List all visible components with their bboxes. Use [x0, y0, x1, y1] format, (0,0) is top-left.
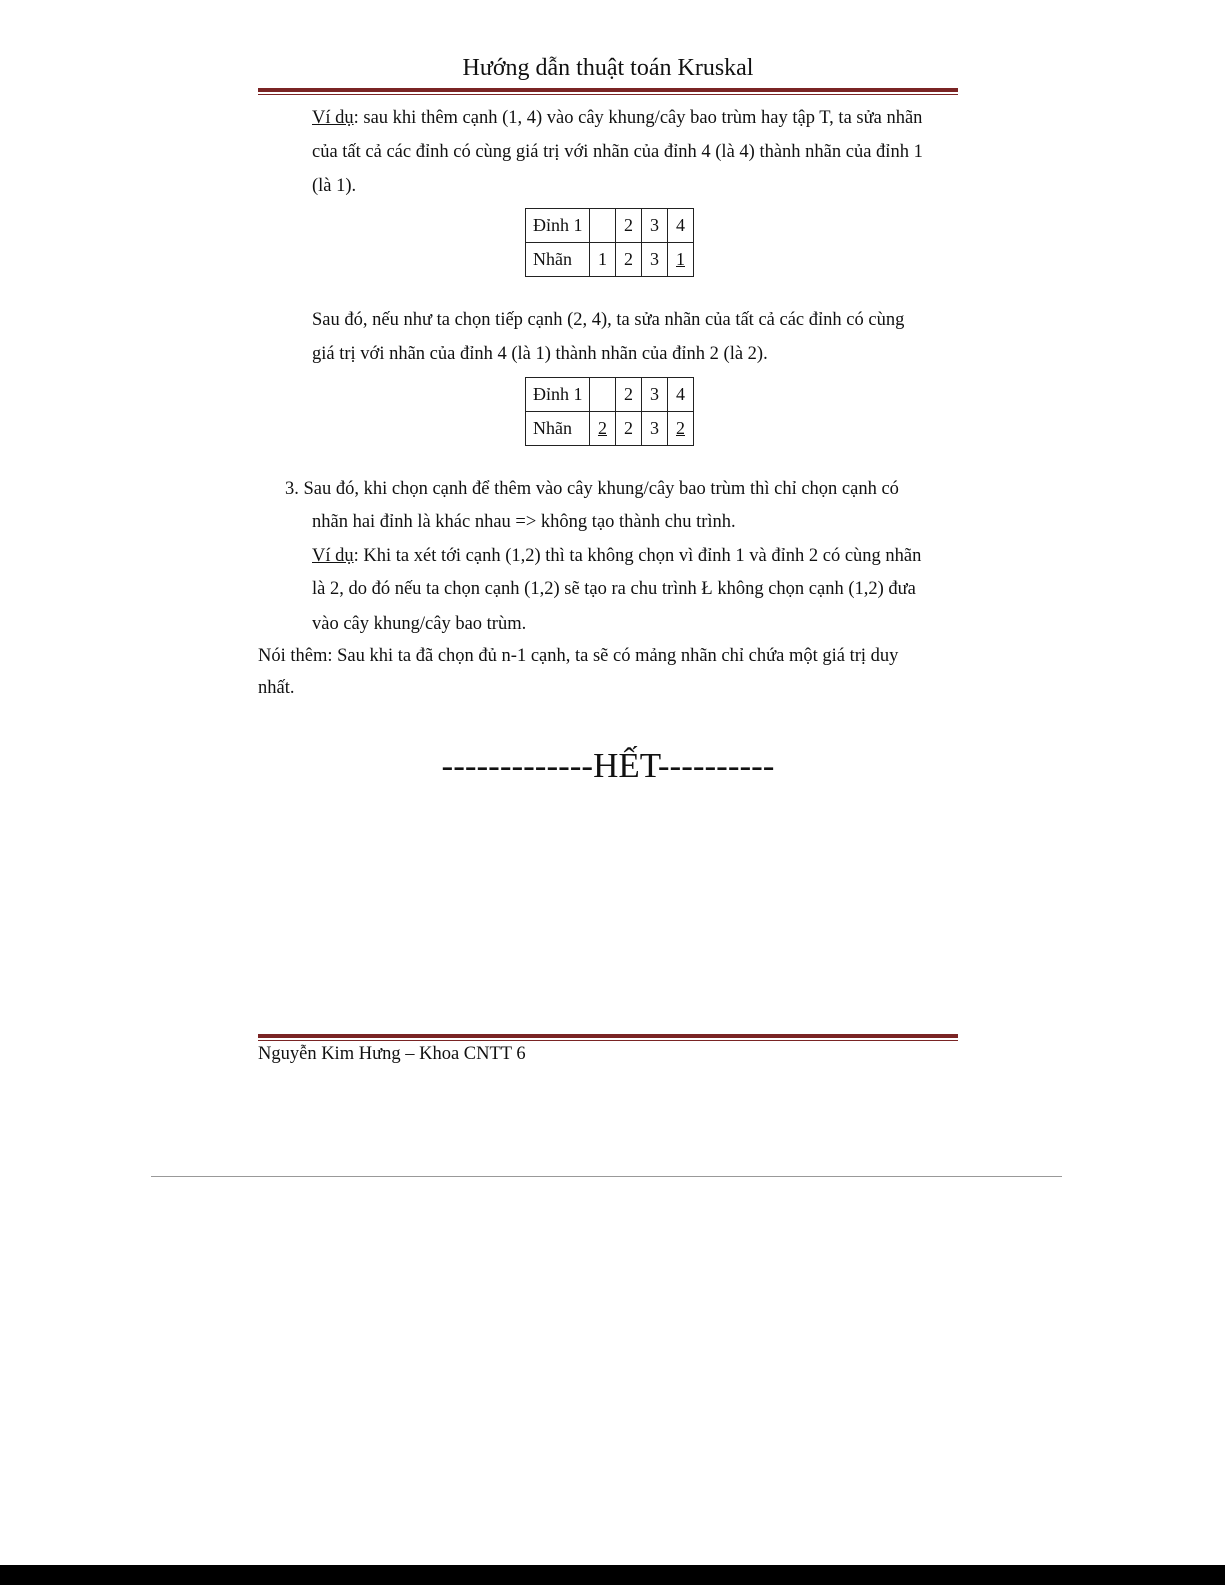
table-row [526, 243, 694, 277]
bottom-bar [0, 1565, 1225, 1585]
table-cell [590, 378, 616, 412]
example1-line1-text: : sau khi thêm cạnh (1, 4) vào cây khung/cây bao trùm hay tập T, ta sửa nhãn [353, 108, 923, 128]
table-cell: Đỉnh 1 [526, 209, 590, 243]
table-cell: 3 [642, 412, 668, 446]
item3-example-line1 [312, 540, 921, 574]
table-row [526, 378, 694, 412]
table-cell: 2 [616, 378, 642, 412]
example-label: Ví dụ [312, 546, 354, 566]
document-header-title: Hướng dẫn thuật toán Kruskal [462, 55, 754, 81]
item3-line1: 3. Sau đó, khi chọn cạnh để thêm vào cây khung/cây bao trùm thì chỉ chọn cạnh có [285, 479, 899, 499]
para2-line1: Sau đó, nếu như ta chọn tiếp cạnh (2, 4), ta sửa nhãn của tất cả các đỉnh có cùng [312, 310, 905, 330]
table-cell: 3 [642, 243, 668, 277]
header-rule [258, 88, 958, 95]
label-table-2 [525, 377, 694, 446]
label-table-1 [525, 208, 694, 277]
table-cell: 3 [642, 378, 668, 412]
table-cell: Nhãn [526, 243, 590, 277]
table-cell-changed: 2 [668, 412, 694, 446]
page-separator [151, 1176, 1062, 1177]
footer-text: Nguyễn Kim Hưng – Khoa CNTT 6 [258, 1044, 526, 1064]
table-cell: 2 [616, 209, 642, 243]
table-cell: 1 [590, 243, 616, 277]
table-cell: 2 [616, 412, 642, 446]
table-cell: Đỉnh 1 [526, 378, 590, 412]
example1-line3: (là 1). [312, 176, 357, 196]
table-cell [590, 209, 616, 243]
table-cell-changed: 1 [668, 243, 694, 277]
item3-example-line3: vào cây khung/cây bao trùm. [312, 614, 527, 634]
table-row [526, 412, 694, 446]
table-cell-changed: 2 [590, 412, 616, 446]
table-cell: 3 [642, 209, 668, 243]
example1-line2: của tất cả các đỉnh có cùng giá trị với nhãn của đỉnh 4 (là 4) thành nhãn của đỉnh 1 [312, 142, 923, 162]
end-marker: -------------HẾT---------- [441, 746, 775, 785]
table-cell: Nhãn [526, 412, 590, 446]
example-label: Ví dụ [312, 108, 354, 128]
table-cell: 4 [668, 209, 694, 243]
table-cell: 4 [668, 378, 694, 412]
table-row [526, 209, 694, 243]
para2-line2: giá trị với nhãn của đỉnh 4 (là 1) thành nhãn của đỉnh 2 (là 2). [312, 344, 768, 364]
item3-example-line1-text: : Khi ta xét tới cạnh (1,2) thì ta không chọn vì đỉnh 1 và đỉnh 2 có cùng nhãn [353, 546, 922, 566]
note-line1: Nói thêm: Sau khi ta đã chọn đủ n-1 cạnh, ta sẽ có mảng nhãn chỉ chứa một giá trị duy [258, 646, 899, 666]
note-line2: nhất. [258, 678, 295, 698]
item3-example-line2: là 2, do đó nếu ta chọn cạnh (1,2) sẽ tạo ra chu trình Ł không chọn cạnh (1,2) đưa [312, 579, 916, 599]
item3-line2: nhãn hai đỉnh là khác nhau => không tạo thành chu trình. [312, 512, 736, 532]
example1-line1 [312, 102, 922, 136]
table-cell: 2 [616, 243, 642, 277]
